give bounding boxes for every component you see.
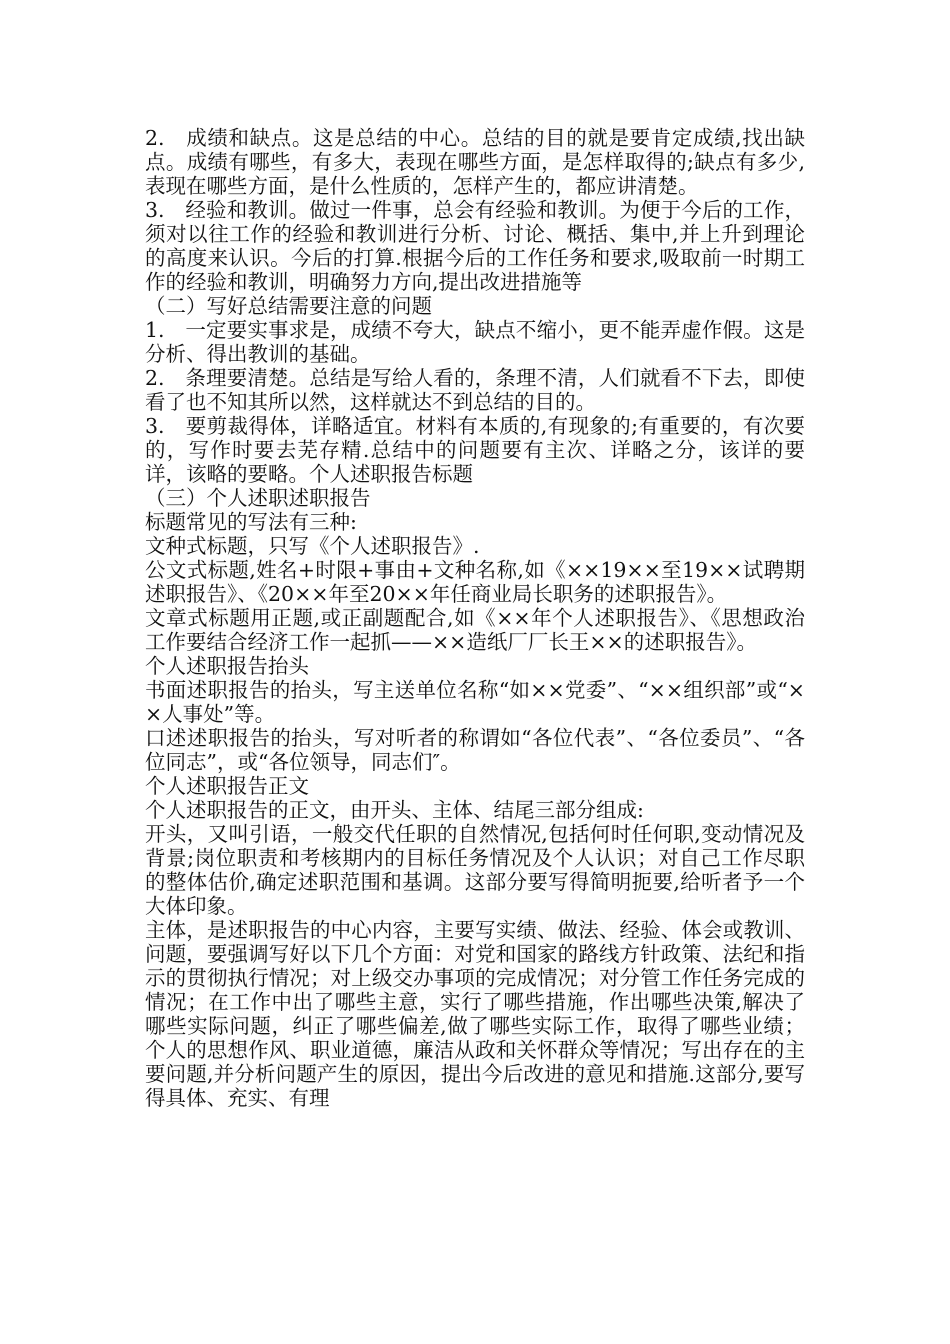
subheading: 个人述职报告正文 (145, 774, 309, 798)
paragraph: 口述述职报告的抬头，写对听者的称谓如“各位代表”、“各位委员”、“各位同志”，或“各位领导，同志们″。 (145, 726, 805, 774)
paragraph: 公文式标题,姓名+时限+事由+文种名称,如《××19××至19××试聘期述职报告》、《20××年至20××年任商业局长职务的述职报告》。 (145, 558, 805, 606)
paragraph: 标题常见的写法有三种: (145, 510, 357, 534)
paragraph: 开头，又叫引语，一般交代任职的自然情况,包括何时任何职,变动情况及背景;岗位职责和考核期内的目标任务情况及个人认识；对自己工作尽职的整体估价,确定述职范围和基调。这部分要写得简明扼要,给听者予一个大体印象。 (145, 822, 805, 918)
section-heading: （三）个人述职述职报告 (145, 486, 371, 510)
section-heading: （二）写好总结需要注意的问题 (145, 294, 432, 318)
subheading: 个人述职报告抬头 (145, 654, 309, 678)
paragraph: 3. 要剪裁得体，详略适宜。材料有本质的,有现象的;有重要的，有次要的，写作时要去芜存精.总结中的问题要有主次、详略之分，该详的要详，该略的要略。个人述职报告标题 (145, 414, 805, 486)
paragraph: 书面述职报告的抬头，写主送单位名称“如××党委”、“××组织部”或“××人事处”等。 (145, 678, 805, 726)
paragraph: 文种式标题，只写《个人述职报告》. (145, 534, 480, 558)
paragraph: 主体，是述职报告的中心内容，主要写实绩、做法、经验、体会或教训、问题，要强调写好以下几个方面：对党和国家的路线方针政策、法纪和指示的贯彻执行情况；对上级交办事项的完成情况；对分管工作任务完成的情况；在工作中出了哪些主意，实行了哪些措施，作出哪些决策,解决了哪些实际问题，纠正了哪些偏差,做了哪些实际工作，取得了哪些业绩；个人的思想作风、职业道德，廉洁从政和关怀群众等情况；写出存在的主要问题,并分析问题产生的原因，提出今后改进的意见和措施.这部分,要写得具体、充实、有理 (145, 918, 805, 1110)
document-body (145, 126, 805, 1110)
paragraph: 2. 成绩和缺点。这是总结的中心。总结的目的就是要肯定成绩,找出缺点。成绩有哪些，有多大，表现在哪些方面，是怎样取得的;缺点有多少,表现在哪些方面，是什么性质的，怎样产生的，都应讲清楚。 (145, 126, 805, 198)
paragraph: 文章式标题用正题,或正副题配合,如《××年个人述职报告》、《思想政治工作要结合经济工作一起抓——××造纸厂厂长王××的述职报告》。 (145, 606, 805, 654)
paragraph: 3. 经验和教训。做过一件事，总会有经验和教训。为便于今后的工作，须对以往工作的经验和教训进行分析、讨论、概括、集中,并上升到理论的高度来认识。今后的打算.根据今后的工作任务和要求,吸取前一时期工作的经验和教训，明确努力方向,提出改进措施等 (145, 198, 805, 294)
paragraph: 1. 一定要实事求是，成绩不夸大，缺点不缩小，更不能弄虚作假。这是分析、得出教训的基础。 (145, 318, 805, 366)
paragraph: 2. 条理要清楚。总结是写给人看的，条理不清，人们就看不下去，即使看了也不知其所以然，这样就达不到总结的目的。 (145, 366, 805, 414)
paragraph: 个人述职报告的正文，由开头、主体、结尾三部分组成: (145, 798, 644, 822)
